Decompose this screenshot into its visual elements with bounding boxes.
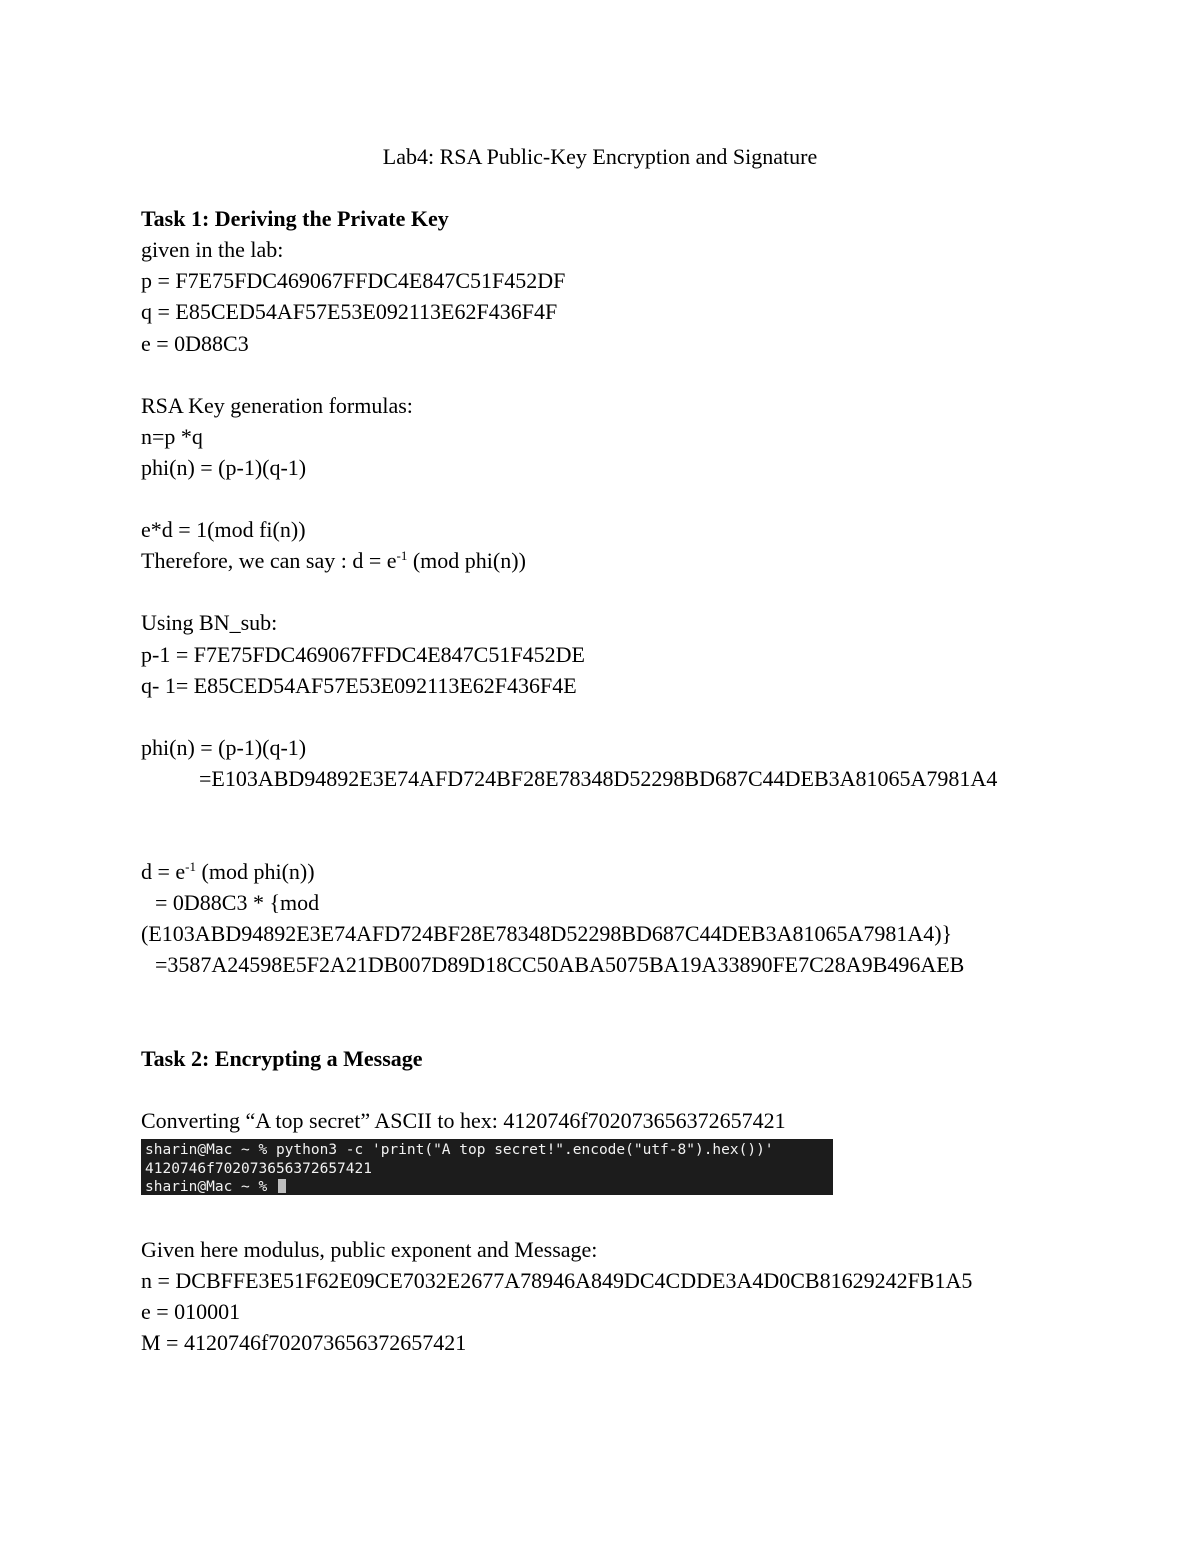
spacer — [141, 1012, 1101, 1043]
terminal-cursor — [278, 1179, 286, 1193]
d-calc-line2: = 0D88C3 * {mod — [155, 890, 320, 916]
terminal-command-line: sharin@Mac ~ % python3 -c 'print("A top secret!".encode("utf-8").hex())' — [145, 1142, 774, 1158]
inverse-exponent: -1 — [396, 548, 408, 564]
spacer — [141, 794, 1101, 825]
d-calc-line1 — [141, 856, 1101, 887]
terminal-output-line: 4120746f702073656372657421 — [145, 1160, 372, 1177]
phi-calc-result: =E103ABD94892E3E74AFD724BF28E78348D52298BD687C44DEB3A81065A7981A4 — [199, 765, 998, 791]
phi-formula: phi(n) = (p-1)(q-1) — [141, 454, 307, 480]
converting-line: Converting “A top secret” ASCII to hex: 4120746f702073656372657421 — [141, 1107, 786, 1133]
d-suffix: (mod phi(n)) — [196, 859, 315, 885]
phi-calc-line1: phi(n) = (p-1)(q-1) — [141, 734, 307, 760]
d-prefix: d = e — [141, 859, 186, 885]
therefore-prefix: Therefore, we can say : d = e — [141, 548, 397, 574]
spacer — [141, 1203, 1101, 1234]
spacer — [141, 825, 1101, 856]
d-calc-result: =3587A24598E5F2A21DB007D89D18CC50ABA5075BA19A33890FE7C28A9B496AEB — [155, 952, 965, 978]
task1-heading: Task 1: Deriving the Private Key — [141, 206, 449, 232]
inverse-exponent: -1 — [185, 859, 197, 875]
e-value: e = 0D88C3 — [141, 330, 249, 356]
terminal-screenshot — [141, 1139, 833, 1195]
p-minus-1: p-1 = F7E75FDC469067FFDC4E847C51F452DE — [141, 641, 585, 667]
q-value: q = E85CED54AF57E53E092113E62F436F4F — [141, 299, 558, 325]
bn-sub-intro: Using BN_sub: — [141, 610, 278, 636]
d-calc-line3: (E103ABD94892E3E74AFD724BF28E78348D52298BD687C44DEB3A81065A7981A4)} — [141, 921, 953, 947]
given-intro: given in the lab: — [141, 237, 284, 263]
given-intro-2: Given here modulus, public exponent and Message: — [141, 1237, 598, 1263]
message-m: M = 4120746f702073656372657421 — [141, 1330, 467, 1356]
spacer — [141, 172, 1101, 203]
p-value: p = F7E75FDC469067FFDC4E847C51F452DF — [141, 268, 566, 294]
terminal-prompt-line — [145, 1178, 833, 1197]
spacer — [141, 359, 1101, 390]
q-minus-1: q- 1= E85CED54AF57E53E092113E62F436F4E — [141, 672, 577, 698]
terminal-prompt: sharin@Mac ~ % — [145, 1179, 276, 1195]
task2-heading: Task 2: Encrypting a Message — [141, 1045, 423, 1071]
spacer — [141, 981, 1101, 1012]
modulus-n: n = DCBFFE3E51F62E09CE7032E2677A78946A849DC4CDDE3A4D0CB81629242FB1A5 — [141, 1268, 973, 1294]
spacer — [141, 1074, 1101, 1105]
therefore-line — [141, 545, 1101, 576]
therefore-suffix: (mod phi(n)) — [407, 548, 526, 574]
formulas-intro: RSA Key generation formulas: — [141, 392, 413, 418]
ed-formula: e*d = 1(mod fi(n)) — [141, 517, 306, 543]
document-title: Lab4: RSA Public-Key Encryption and Signature — [382, 144, 818, 169]
document-page — [141, 141, 1101, 1358]
public-exponent-e: e = 010001 — [141, 1299, 241, 1325]
spacer — [141, 576, 1101, 607]
n-formula: n=p *q — [141, 423, 203, 449]
spacer — [141, 701, 1101, 732]
spacer — [141, 483, 1101, 514]
